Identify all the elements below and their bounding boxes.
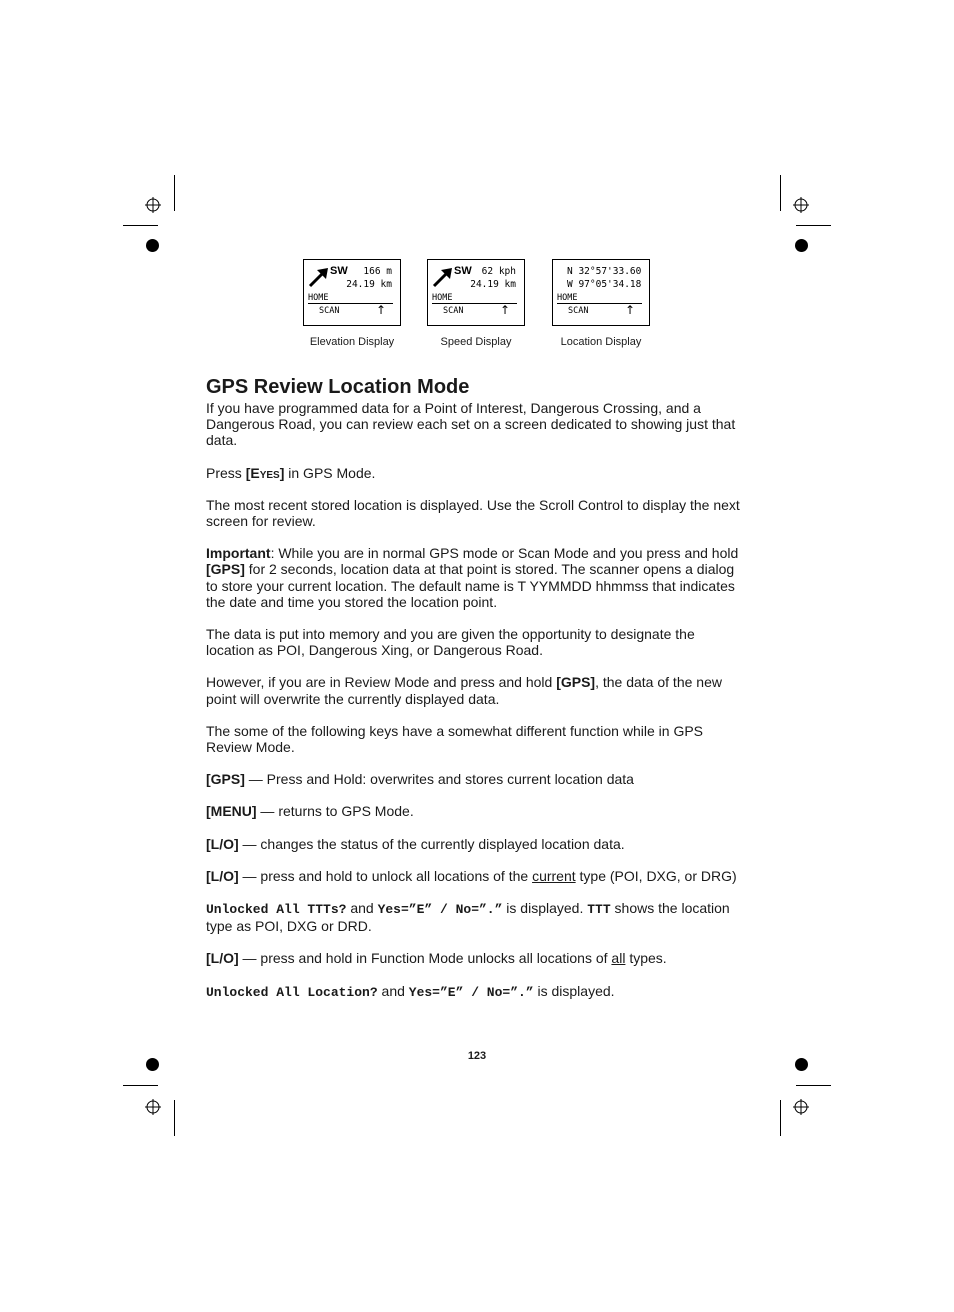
- paragraph-keys-intro: The some of the following keys have a somewhat different function while in GPS Review Mode.: [206, 722, 704, 756]
- unlocked-location-message: Unlocked All Location? and Yes=”E” / No=”.” is displayed.: [206, 982, 615, 1000]
- key-lo-function-item: [L/O] — press and hold in Function Mode unlocks all locations of all types.: [206, 950, 667, 967]
- elevation-value: 166 m: [363, 266, 392, 277]
- up-arrow-icon: ↑: [499, 303, 510, 317]
- figure-caption: Location Display: [560, 336, 642, 348]
- paragraph-press: Press [Eyes] in GPS Mode.: [206, 464, 376, 481]
- home-label: HOME: [557, 293, 578, 303]
- speed-value: 62 kph: [481, 266, 516, 277]
- scan-label: SCAN: [319, 306, 340, 316]
- unlocked-ttts-message: Unlocked All TTTs? and Yes=”E” / No=”.” is displayed. TTT shows the location type as POI, DXG or DRD.: [206, 900, 730, 935]
- home-label: HOME: [308, 293, 329, 303]
- crop-mark: [780, 1100, 781, 1136]
- speed-display-screen: [427, 259, 525, 326]
- distance-value: 24.19 km: [470, 279, 516, 290]
- crop-mark: [780, 175, 781, 211]
- figure-caption: Speed Display: [440, 336, 512, 348]
- elevation-display-screen: [303, 259, 401, 326]
- scan-label: SCAN: [568, 306, 589, 316]
- scan-label: SCAN: [443, 306, 464, 316]
- registration-dot-icon: [795, 239, 808, 252]
- key-lo-item: [L/O] — changes the status of the currently displayed location data.: [206, 835, 625, 852]
- distance-value: 24.19 km: [346, 279, 392, 290]
- crop-mark: [796, 1085, 831, 1086]
- latitude-value: N 32°57'33.60: [567, 266, 642, 277]
- home-label: HOME: [432, 293, 453, 303]
- main-content: [206, 374, 746, 1017]
- page-title: GPS Review Location Mode: [206, 376, 470, 398]
- registration-target-icon: [145, 197, 161, 213]
- crop-mark: [174, 175, 175, 211]
- crop-mark: [123, 225, 158, 226]
- up-arrow-icon: ↑: [375, 303, 386, 317]
- registration-target-icon: [793, 1099, 809, 1115]
- paragraph-however: However, if you are in Review Mode and press and hold [GPS], the data of the new point will overwrite the currently displayed data.: [206, 674, 722, 707]
- paragraph-recent: The most recent stored location is displayed. Use the Scroll Control to display the next screen for review.: [206, 496, 740, 530]
- direction-label: SW: [330, 265, 348, 277]
- direction-arrow-icon: [432, 266, 454, 288]
- figure-caption: Elevation Display: [309, 336, 395, 348]
- eyes-key: [Eyes]: [245, 464, 285, 481]
- registration-dot-icon: [146, 239, 159, 252]
- crop-mark: [123, 1085, 158, 1086]
- key-lo-hold-item: [L/O] — press and hold to unlock all locations of the current type (POI, DXG, or DRG): [206, 867, 737, 884]
- direction-arrow-icon: [308, 266, 330, 288]
- registration-target-icon: [145, 1099, 161, 1115]
- key-gps-item: [GPS] — Press and Hold: overwrites and stores current location data: [206, 771, 634, 788]
- paragraph-memory: The data is put into memory and you are given the opportunity to designate the location as POI, Dangerous Xing, or Dangerous Road.: [206, 626, 695, 659]
- longitude-value: W 97°05'34.18: [567, 279, 642, 290]
- location-display-screen: [552, 259, 650, 326]
- up-arrow-icon: ↑: [624, 303, 635, 317]
- paragraph-intro: If you have programmed data for a Point of Interest, Dangerous Crossing, and a Dangerous Road, you can review each set on a screen dedicated to showing just that data.: [206, 400, 736, 449]
- page-number: 123: [467, 1050, 487, 1062]
- paragraph-important: Important: While you are in normal GPS mode or Scan Mode and you press and hold [GPS] for 2 seconds, location data at that point is stored. The scanner opens a dialog to store your current location. The default name is T YYMMDD hhmmss that indicates the date and time you stored the location point.: [206, 545, 739, 610]
- key-menu-item: [MENU] — returns to GPS Mode.: [206, 803, 414, 820]
- direction-label: SW: [454, 265, 472, 277]
- crop-mark: [174, 1100, 175, 1136]
- crop-mark: [796, 225, 831, 226]
- registration-target-icon: [793, 197, 809, 213]
